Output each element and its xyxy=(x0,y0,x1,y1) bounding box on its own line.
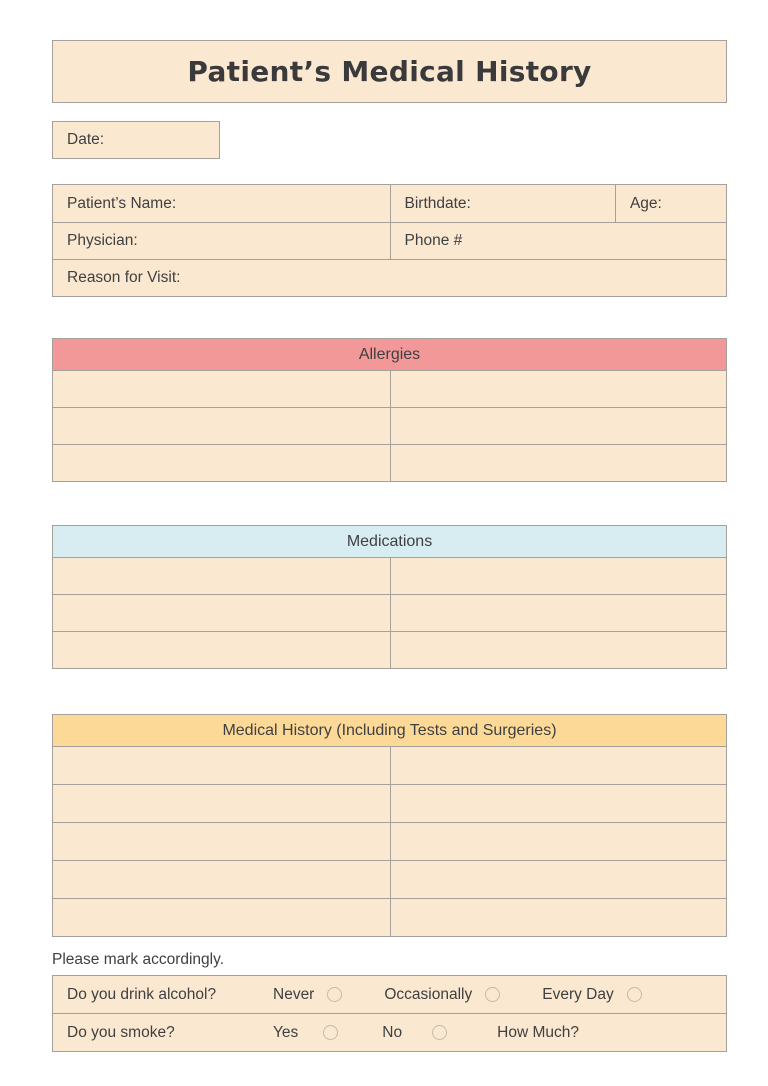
fill-in-cell[interactable] xyxy=(390,558,727,594)
how-much-label: How Much? xyxy=(497,1023,579,1041)
fill-in-cell[interactable] xyxy=(390,747,727,784)
fill-in-cell[interactable] xyxy=(390,861,727,898)
physician-label: Physician: xyxy=(67,232,138,249)
option-label-occasionally: Occasionally xyxy=(384,985,473,1003)
fill-in-cell[interactable] xyxy=(53,371,390,407)
alcohol-question-label: Do you drink alcohol? xyxy=(67,985,217,1003)
radio-icon[interactable] xyxy=(327,987,342,1002)
section-header-allergies: Allergies xyxy=(53,339,726,370)
reason-for-visit-label: Reason for Visit: xyxy=(67,269,181,286)
option-label-no: No xyxy=(382,1023,403,1041)
option-every-day xyxy=(542,986,642,1004)
birthdate-label: Birthdate: xyxy=(404,194,471,212)
reason-for-visit-cell[interactable] xyxy=(53,260,726,296)
fill-in-cell[interactable] xyxy=(53,747,390,784)
table-row xyxy=(53,222,726,259)
fill-in-cell[interactable] xyxy=(390,823,727,860)
fill-in-cell[interactable] xyxy=(53,445,390,481)
fill-in-cell[interactable] xyxy=(53,899,390,936)
physician-cell[interactable] xyxy=(53,223,390,259)
birthdate-cell[interactable] xyxy=(390,185,615,222)
option-no xyxy=(382,1024,447,1042)
option-yes xyxy=(273,1024,338,1042)
date-label: Date: xyxy=(67,131,105,148)
section-allergies xyxy=(52,338,727,482)
option-occasionally xyxy=(384,986,500,1004)
fill-in-cell[interactable] xyxy=(390,408,727,444)
section-header-medications: Medications xyxy=(53,526,726,557)
date-field[interactable] xyxy=(52,121,220,159)
fill-in-cell[interactable] xyxy=(390,595,727,631)
table-row xyxy=(53,444,726,481)
lifestyle-questions-table xyxy=(52,975,727,1052)
phone-cell[interactable] xyxy=(390,223,727,259)
fill-in-cell[interactable] xyxy=(53,861,390,898)
age-cell[interactable] xyxy=(615,185,726,222)
section-medical-history xyxy=(52,714,727,937)
age-label: Age: xyxy=(629,194,662,212)
patient-name-label: Patient’s Name: xyxy=(67,194,177,212)
question-row-alcohol xyxy=(53,976,726,1013)
form-title: Patient’s Medical History xyxy=(187,55,592,88)
table-row xyxy=(53,557,726,594)
table-row xyxy=(53,594,726,631)
table-row xyxy=(53,407,726,444)
radio-icon[interactable] xyxy=(627,987,642,1002)
option-label-every-day: Every Day xyxy=(542,985,614,1003)
fill-in-cell[interactable] xyxy=(53,785,390,822)
patient-name-cell[interactable] xyxy=(53,185,390,222)
radio-icon[interactable] xyxy=(485,987,500,1002)
table-row xyxy=(53,631,726,668)
fill-in-cell[interactable] xyxy=(390,371,727,407)
table-row xyxy=(53,784,726,822)
form-title-box xyxy=(52,40,727,103)
smoke-question-label: Do you smoke? xyxy=(67,1023,175,1041)
radio-icon[interactable] xyxy=(432,1025,447,1040)
fill-in-cell[interactable] xyxy=(390,899,727,936)
table-row xyxy=(53,185,726,222)
section-header-medical-history: Medical History (Including Tests and Surgeries) xyxy=(53,715,726,746)
fill-in-cell[interactable] xyxy=(390,785,727,822)
phone-label: Phone # xyxy=(404,232,463,249)
fill-in-cell[interactable] xyxy=(53,595,390,631)
option-label-never: Never xyxy=(273,985,315,1003)
form-page xyxy=(52,40,727,1052)
fill-in-cell[interactable] xyxy=(53,558,390,594)
table-row xyxy=(53,822,726,860)
mark-accordingly-instruction: Please mark accordingly. xyxy=(52,951,225,968)
table-row xyxy=(53,259,726,296)
patient-info-table xyxy=(52,184,727,297)
table-row xyxy=(53,860,726,898)
question-row-smoke xyxy=(53,1013,726,1051)
option-never xyxy=(273,986,342,1004)
fill-in-cell[interactable] xyxy=(390,632,727,668)
fill-in-cell[interactable] xyxy=(53,408,390,444)
option-label-yes: Yes xyxy=(273,1023,299,1041)
radio-icon[interactable] xyxy=(323,1025,338,1040)
fill-in-cell[interactable] xyxy=(390,445,727,481)
table-row xyxy=(53,898,726,936)
fill-in-cell[interactable] xyxy=(53,632,390,668)
fill-in-cell[interactable] xyxy=(53,823,390,860)
table-row xyxy=(53,746,726,784)
table-row xyxy=(53,370,726,407)
section-medications xyxy=(52,525,727,669)
